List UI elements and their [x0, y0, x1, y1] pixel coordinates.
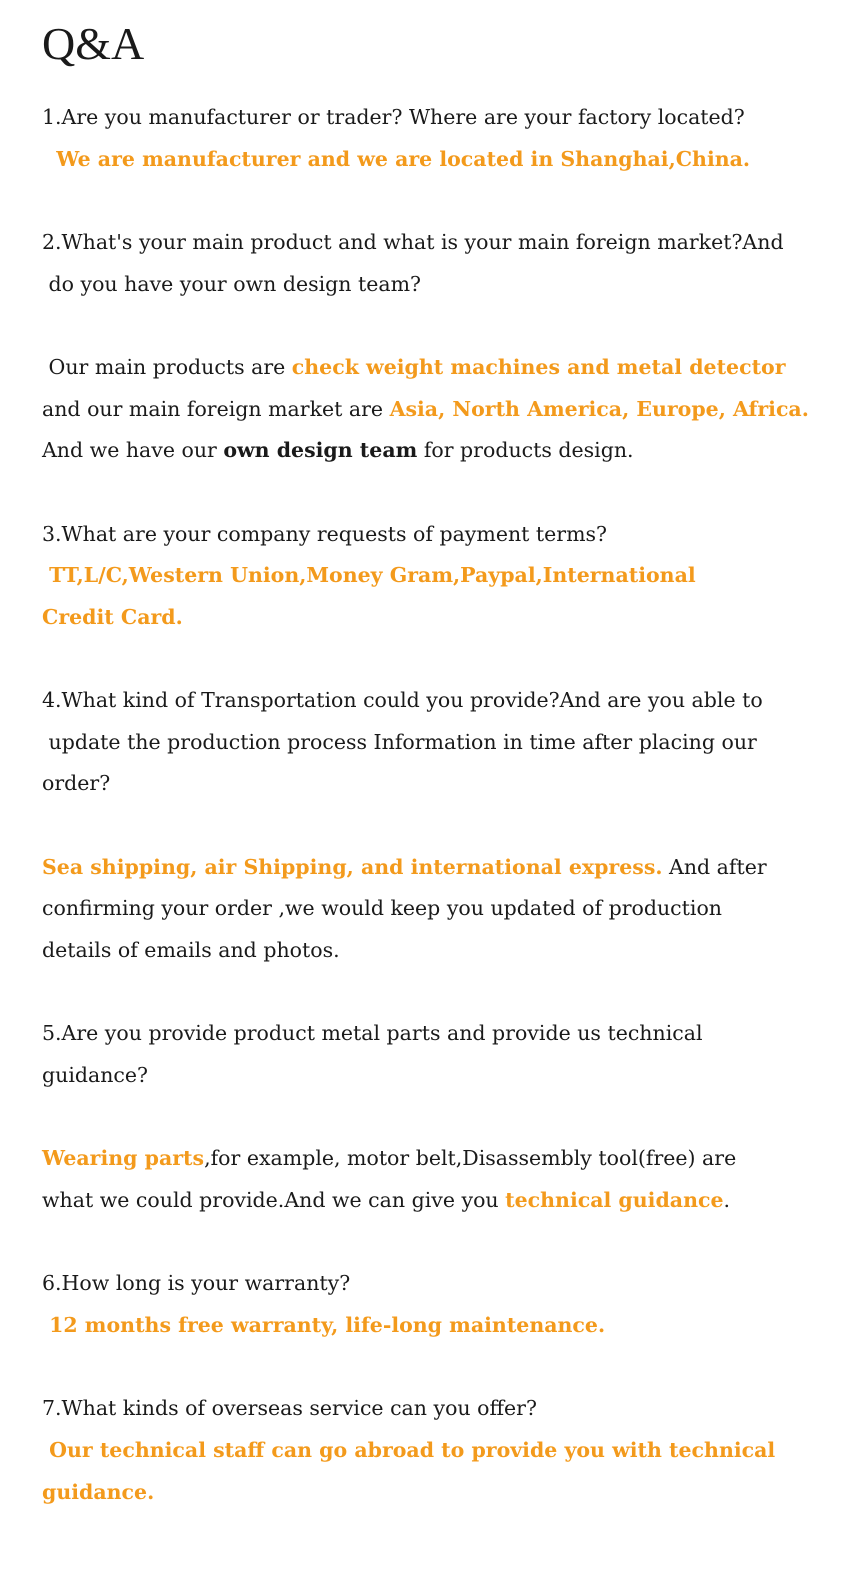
text-line	[42, 1311, 605, 1339]
body-text: 1.Are you manufacturer or trader? Where are your factory located?	[42, 105, 745, 129]
text-line	[42, 145, 750, 173]
highlighted-answer-text: 12 months free warranty, life-long maintenance.	[42, 1313, 606, 1337]
highlighted-answer-text: We are manufacturer and we are located in Shanghai,China.	[42, 147, 751, 171]
body-text: details of emails and photos.	[42, 938, 340, 962]
body-text: for products design.	[417, 438, 634, 462]
text-line	[42, 1019, 703, 1047]
text-line	[42, 1061, 148, 1089]
highlighted-answer-text: Wearing parts	[42, 1146, 205, 1170]
highlighted-answer-text: Asia, North America, Europe, Africa.	[389, 397, 809, 421]
text-line	[42, 1269, 350, 1297]
body-text: .	[723, 1188, 731, 1212]
highlighted-answer-text: Credit Card.	[42, 605, 183, 629]
text-line	[42, 561, 696, 589]
text-line	[42, 769, 110, 797]
body-text: 2.What's your main product and what is your main foreign market?And	[42, 230, 784, 254]
text-line	[42, 603, 183, 631]
body-text: Our main products are	[42, 355, 292, 379]
text-line	[42, 353, 786, 381]
body-text: what we could provide.And we can give you	[42, 1188, 506, 1212]
body-text: 5.Are you provide product metal parts and provide us technical	[42, 1021, 703, 1045]
text-line	[42, 103, 745, 131]
text-line	[42, 1186, 730, 1214]
emphasized-text: own design team	[223, 438, 418, 462]
body-text: 7.What kinds of overseas service can you offer?	[42, 1396, 537, 1420]
text-line	[42, 520, 607, 548]
body-text: 4.What kind of Transportation could you provide?And are you able to	[42, 688, 763, 712]
highlighted-answer-text: Sea shipping, air Shipping, and international express.	[42, 855, 663, 879]
text-line	[42, 936, 340, 964]
text-line	[42, 1144, 736, 1172]
highlighted-answer-text: check weight machines and metal detector	[291, 355, 786, 379]
body-text: And we have our	[42, 438, 224, 462]
body-text: ,for example, motor belt,Disassembly tool(free) are	[204, 1146, 737, 1170]
text-line	[42, 853, 767, 881]
highlighted-answer-text: technical guidance	[505, 1188, 724, 1212]
body-text: 6.How long is your warranty?	[42, 1271, 351, 1295]
text-line	[42, 728, 757, 756]
text-line	[42, 395, 809, 423]
body-text: and our main foreign market are	[42, 397, 390, 421]
text-line	[42, 1394, 537, 1422]
text-line	[42, 270, 421, 298]
text-line	[42, 1436, 775, 1464]
highlighted-answer-text: guidance.	[42, 1480, 155, 1504]
body-text: And after	[662, 855, 767, 879]
body-text: update the production process Information in time after placing our	[42, 730, 757, 754]
text-line	[42, 1478, 154, 1506]
text-line	[42, 686, 763, 714]
text-line	[42, 894, 722, 922]
body-text: 3.What are your company requests of payment terms?	[42, 522, 608, 546]
body-text: do you have your own design team?	[42, 272, 422, 296]
body-text: guidance?	[42, 1063, 149, 1087]
page-title: Q&A	[42, 18, 145, 69]
text-line	[42, 436, 634, 464]
body-text: confirming your order ,we would keep you updated of production	[42, 896, 722, 920]
highlighted-answer-text: Our technical staff can go abroad to provide you with technical	[42, 1438, 776, 1462]
body-text: order?	[42, 771, 111, 795]
text-line	[42, 228, 784, 256]
highlighted-answer-text: TT,L/C,Western Union,Money Gram,Paypal,International	[42, 563, 696, 587]
